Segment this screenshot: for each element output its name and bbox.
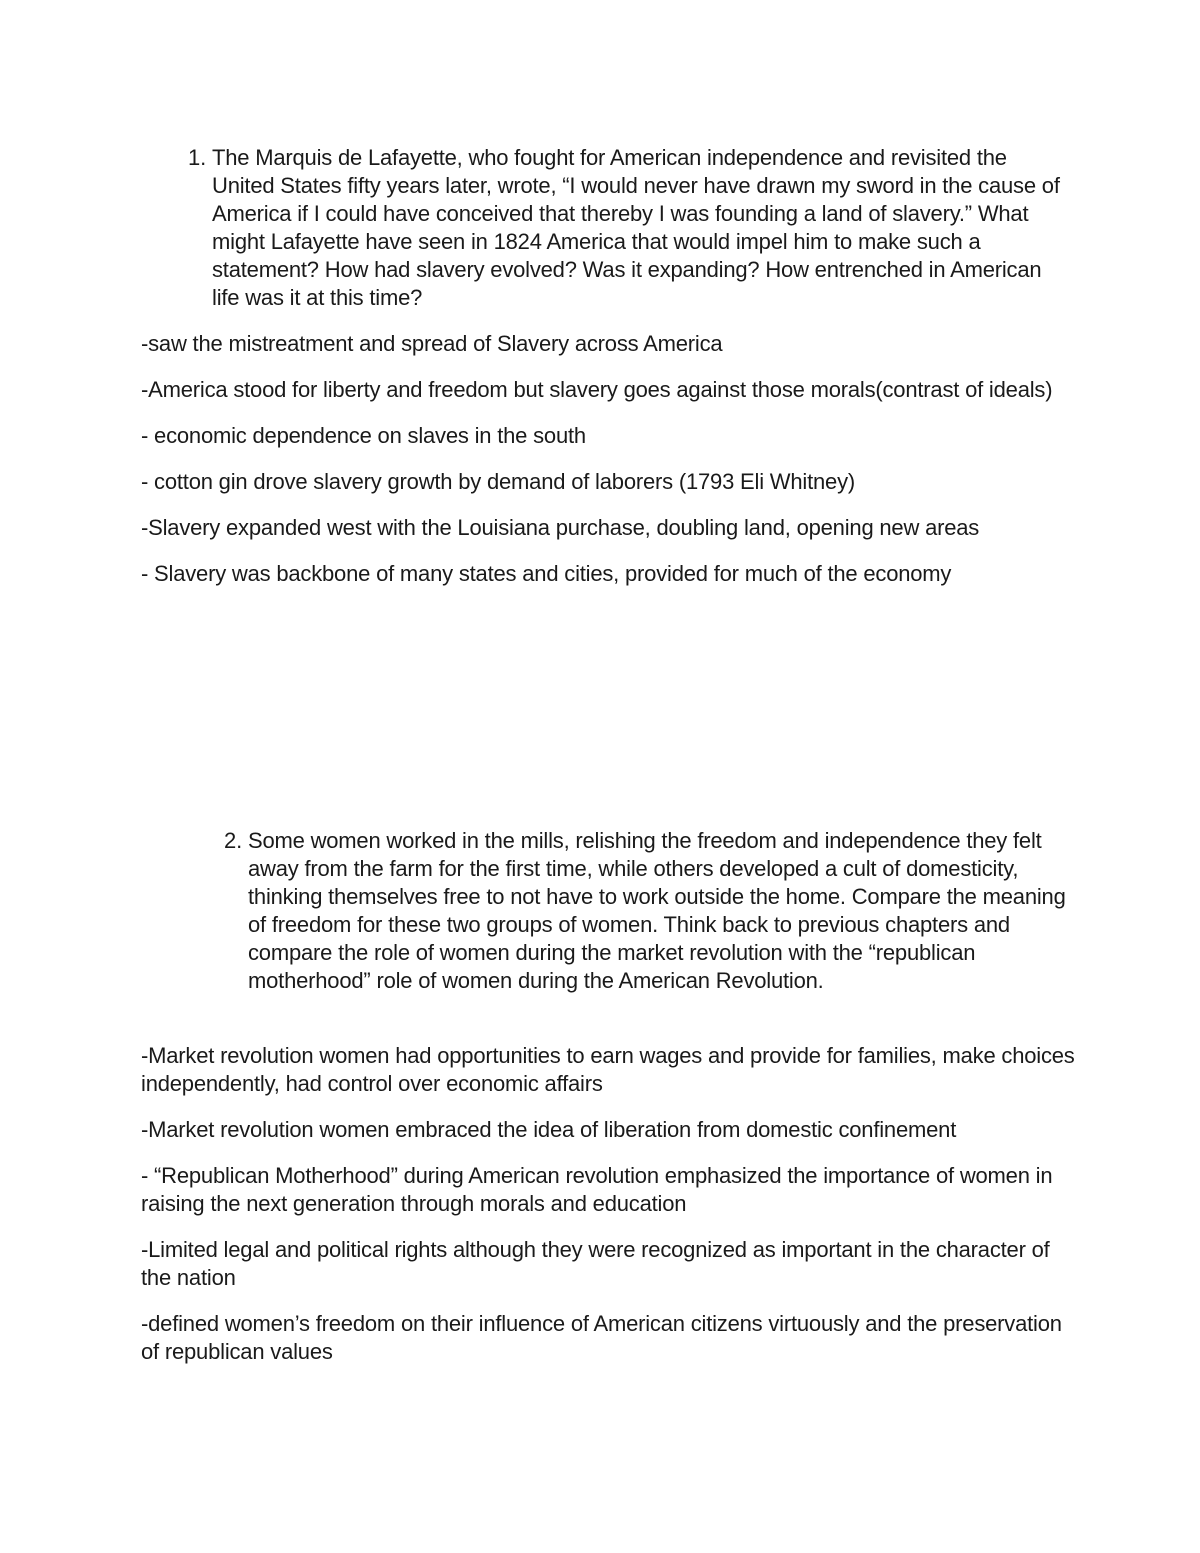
answer-line: - “Republican Motherhood” during American revolution emphasized the importance of women in raising the next generation through morals and education [141,1163,1053,1216]
question-1-number: 1. [188,145,206,170]
question-2-text: Some women worked in the mills, relishing the freedom and independence they felt away from the farm for the first time, while others developed a cult of domesticity, thinking themselves free to not have to work outside the home. Compare the meaning of freedom for these two groups of women. Think back to previous chapters and compare the role of women during the market revolution with the “republican motherhood” role of women during the American Revolution. [248,828,1066,993]
question-2-answers [141,1042,1081,1384]
question-2-number: 2. [224,828,242,853]
answer-line: -Limited legal and political rights although they were recognized as important in the character of the nation [141,1237,1050,1290]
answer-line: - economic dependence on slaves in the south [141,423,586,448]
question-2 [208,827,1078,1027]
question-1 [172,144,1072,314]
answer-line: -defined women’s freedom on their influence of American citizens virtuously and the preservation of republican values [141,1311,1062,1364]
answer-line: - Slavery was backbone of many states and cities, provided for much of the economy [141,561,952,586]
answer-line: -America stood for liberty and freedom but slavery goes against those morals(contrast of ideals) [141,377,1053,402]
answer-line: -saw the mistreatment and spread of Slavery across America [141,331,723,356]
answer-line: -Market revolution women had opportunities to earn wages and provide for families, make choices independently, had control over economic affairs [141,1043,1075,1096]
answer-line: -Market revolution women embraced the idea of liberation from domestic confinement [141,1117,957,1142]
question-1-text: The Marquis de Lafayette, who fought for American independence and revisited the United States fifty years later, wrote, “I would never have drawn my sword in the cause of America if I could have conceived that thereby I was founding a land of slavery.” What might Lafayette have seen in 1824 America that would impel him to make such a statement? How had slavery evolved? Was it expanding? How entrenched in American life was it at this time? [212,145,1060,310]
answer-line: -Slavery expanded west with the Louisiana purchase, doubling land, opening new areas [141,515,980,540]
answer-line: - cotton gin drove slavery growth by demand of laborers (1793 Eli Whitney) [141,469,855,494]
question-1-answers [141,330,1081,606]
